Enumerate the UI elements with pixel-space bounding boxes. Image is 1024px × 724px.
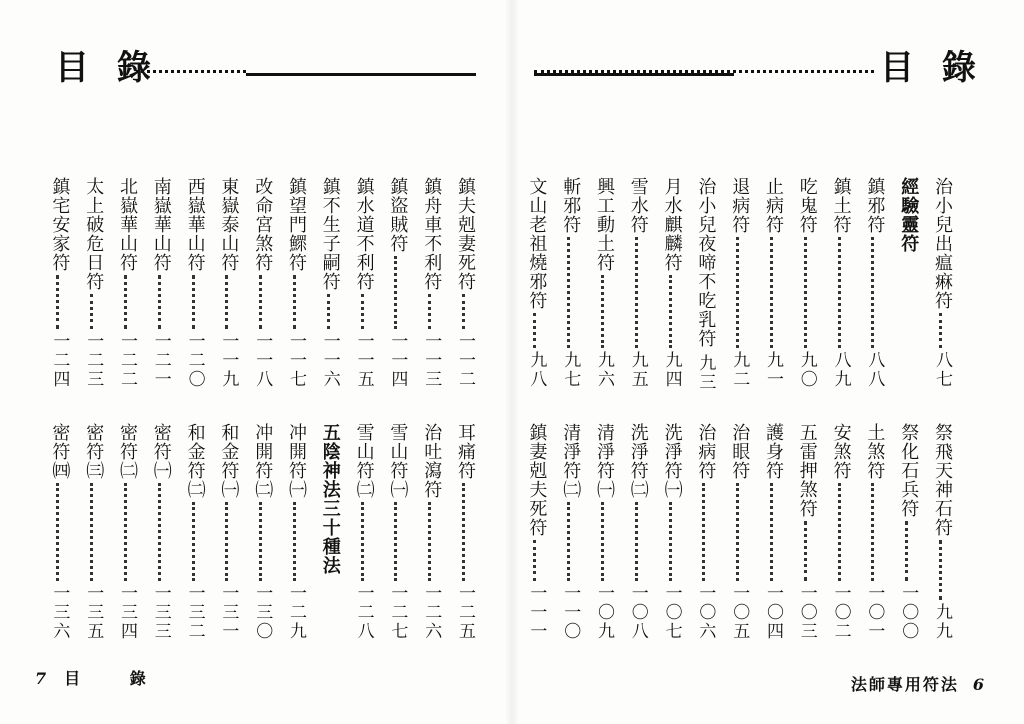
entry-title: 治吐瀉符 — [421, 423, 443, 499]
dot-leader — [293, 275, 299, 329]
entry-page-number: 一三五 — [83, 584, 104, 641]
entry-title: 經驗靈符 — [898, 177, 920, 253]
entry-title: 鎮妻剋夫死符 — [526, 423, 548, 537]
entry-page-number: 一〇六 — [695, 584, 716, 641]
entry-page-number: 一二九 — [286, 584, 306, 641]
dot-leader — [225, 275, 231, 329]
toc-entry — [319, 177, 341, 389]
entry-title: 五陰神法三十種法 — [319, 423, 341, 575]
entry-page-number: 一〇八 — [627, 584, 648, 641]
entry-title: 吃鬼符 — [796, 177, 818, 234]
entry-title: 北嶽華山符 — [117, 177, 138, 272]
entry-page-number: 一一八 — [252, 332, 273, 389]
entry-page-number: 一一四 — [387, 332, 408, 389]
dot-leader — [428, 294, 434, 329]
entry-page-number: 一〇一 — [864, 584, 885, 641]
dot-leader — [635, 502, 641, 581]
toc-entry — [762, 177, 784, 389]
entry-title: 安煞符 — [830, 423, 852, 480]
entry-page-number: 九〇 — [796, 351, 817, 389]
dot-leader — [601, 275, 607, 348]
dot-leader — [90, 483, 96, 581]
toc-entry — [251, 423, 273, 641]
entry-page-number: 一二三 — [83, 332, 104, 389]
dot-leader — [567, 502, 573, 581]
toc-entry — [386, 423, 408, 641]
entry-page-number: 一三〇 — [252, 584, 273, 641]
dot-leader — [601, 502, 607, 581]
entry-page-number: 九三 — [695, 354, 716, 392]
entry-page-number: 一一一 — [526, 584, 547, 641]
toc-entry — [863, 423, 885, 641]
dot-leader — [770, 237, 776, 348]
entry-title: 退病符 — [729, 177, 751, 234]
entry-title: 冲開符㈡ — [252, 423, 274, 499]
entry-title: 耳痛符 — [455, 423, 476, 480]
entry-page-number: 一二四 — [49, 332, 70, 389]
toc-entry — [661, 177, 683, 389]
dot-leader — [702, 483, 708, 581]
entry-page-number: 一〇九 — [594, 584, 614, 641]
toc-entry — [525, 423, 547, 641]
entry-title: 治小兒夜啼不吃乳符 — [695, 177, 717, 348]
entry-title: 密符㈢ — [83, 423, 105, 480]
toc-entry — [82, 423, 104, 641]
toc-entry — [830, 423, 852, 641]
dot-leader — [871, 483, 877, 581]
toc-entry — [627, 423, 649, 641]
entry-title: 雪山符㈠ — [387, 423, 409, 499]
contents-heading: 目 錄 — [55, 48, 159, 88]
toc-entry — [661, 423, 683, 641]
toc-entry — [353, 177, 375, 389]
dot-leader — [939, 313, 945, 348]
toc-entry — [830, 177, 852, 389]
toc-entry — [184, 177, 206, 389]
entry-page-number: 八九 — [830, 351, 851, 389]
heading-rule — [136, 70, 476, 78]
entry-title: 止病符 — [763, 177, 784, 234]
entry-title: 改命宮煞符 — [252, 177, 274, 272]
toc-entry — [897, 177, 919, 389]
entry-page-number: 一二五 — [455, 584, 475, 641]
toc-entry — [217, 423, 239, 641]
toc-entry — [353, 423, 375, 641]
entry-title: 南嶽華山符 — [150, 177, 172, 272]
toc-entry — [559, 423, 581, 641]
toc-entry — [454, 423, 476, 641]
entry-page-number: 一二八 — [353, 584, 374, 641]
toc-entry — [897, 423, 919, 641]
dot-leader — [939, 540, 945, 600]
toc-entry — [796, 177, 818, 389]
entry-page-number: 一二一 — [150, 332, 171, 389]
entry-title: 鎮土符 — [830, 177, 852, 234]
entry-title: 鎮望門鰥符 — [286, 177, 307, 272]
entry-page-number: 一一五 — [353, 332, 374, 389]
entry-title: 洗淨符㈠ — [661, 423, 683, 499]
entry-title: 祭化石兵符 — [898, 423, 920, 518]
toc-entry — [593, 423, 615, 641]
dot-leader — [394, 502, 400, 581]
entry-title: 文山老祖燒邪符 — [526, 177, 548, 310]
toc-entry — [796, 423, 818, 641]
entry-title: 鎮邪符 — [864, 177, 886, 234]
dot-leader — [428, 502, 434, 581]
dot-leader — [90, 294, 96, 329]
entry-page-number: 一二七 — [387, 584, 408, 641]
entry-title: 五雷押煞符 — [796, 423, 818, 518]
toc-entry — [931, 423, 953, 641]
dot-leader — [361, 294, 367, 329]
entry-page-number: 一一九 — [218, 332, 239, 389]
toc-entry — [184, 423, 206, 641]
heading-rule — [534, 70, 874, 78]
entry-title: 治病符 — [695, 423, 717, 480]
footer — [35, 666, 168, 689]
toc-entry — [728, 177, 750, 389]
toc-entry — [386, 177, 408, 389]
entry-title: 治眼符 — [729, 423, 751, 480]
toc-entry — [48, 423, 70, 641]
dot-leader — [225, 502, 231, 581]
entry-page-number: 一二六 — [421, 584, 442, 641]
entry-title: 雪山符㈡ — [353, 423, 375, 499]
toc-entry — [454, 177, 476, 389]
toc-entry — [694, 177, 717, 392]
entry-page-number: 一〇〇 — [898, 584, 919, 641]
toc-entry — [285, 177, 307, 389]
dot-leader — [736, 237, 742, 348]
entry-title: 密符㈠ — [150, 423, 172, 480]
entry-title: 太上破危日符 — [83, 177, 105, 291]
entry-page-number: 一三二 — [184, 584, 205, 641]
dot-leader — [394, 256, 400, 329]
toc-entry — [627, 177, 649, 389]
entry-title: 東嶽泰山符 — [218, 177, 240, 272]
toc-entry — [694, 423, 716, 641]
entry-title: 鎮水道不利符 — [353, 177, 375, 291]
toc-entry — [251, 177, 273, 389]
dot-leader — [804, 521, 810, 581]
entry-page-number: 九二 — [729, 351, 750, 389]
entry-title: 和金符㈠ — [218, 423, 240, 499]
entry-page-number: 一三四 — [117, 584, 137, 641]
entry-page-number: 九九 — [932, 603, 952, 641]
entry-title: 密符㈣ — [49, 423, 71, 480]
dot-leader — [736, 483, 742, 581]
dot-leader — [192, 275, 198, 329]
entry-page-number: 一〇二 — [830, 584, 851, 641]
toc-entry — [728, 423, 750, 641]
entry-page-number: 一二〇 — [184, 332, 205, 389]
dot-leader — [293, 502, 299, 581]
dot-leader — [56, 275, 62, 329]
dot-leader — [259, 502, 265, 581]
entry-page-number: 一〇七 — [661, 584, 682, 641]
entry-page-number: 九八 — [526, 351, 547, 389]
toc-entry — [285, 423, 307, 641]
dot-leader — [158, 483, 164, 581]
entry-title: 冲開符㈠ — [286, 423, 307, 499]
page-number: 7 — [35, 669, 47, 688]
dot-leader — [804, 237, 810, 348]
toc-entry — [593, 177, 615, 389]
dot-leader — [124, 275, 130, 329]
toc-entry — [931, 177, 953, 389]
entry-page-number: 九四 — [661, 351, 682, 389]
entry-title: 治小兒出瘟痳符 — [932, 177, 953, 310]
toc-entry — [863, 177, 885, 389]
toc-entry — [319, 423, 341, 641]
page-number: 6 — [972, 675, 984, 694]
dot-leader — [871, 237, 877, 348]
entry-title: 鎮夫剋妻死符 — [455, 177, 476, 291]
entry-page-number: 九七 — [560, 351, 581, 389]
dot-leader — [838, 237, 844, 348]
entry-title: 鎮舟車不利符 — [421, 177, 443, 291]
toc-entry — [217, 177, 239, 389]
dot-leader — [327, 294, 333, 329]
contents-heading: 目 錄 — [880, 48, 984, 88]
toc-entry — [150, 423, 172, 641]
entry-title: 鎮宅安家符 — [49, 177, 71, 272]
entry-page-number: 一〇三 — [796, 584, 817, 641]
dot-leader — [124, 483, 130, 581]
entry-title: 和金符㈡ — [184, 423, 206, 499]
entry-page-number: 一三三 — [150, 584, 171, 641]
dot-leader — [56, 483, 62, 581]
entry-title: 西嶽華山符 — [184, 177, 206, 272]
entry-page-number: 九一 — [763, 351, 783, 389]
entry-page-number: 一〇四 — [763, 584, 783, 641]
entry-title: 雪水符 — [627, 177, 649, 234]
entry-page-number: 八八 — [864, 351, 885, 389]
entry-page-number: 一一〇 — [560, 584, 581, 641]
dot-leader — [838, 483, 844, 581]
footer-label: 法師專用符法 — [850, 675, 959, 694]
dot-leader — [635, 237, 641, 348]
entry-title: 護身符 — [763, 423, 784, 480]
entry-title: 土煞符 — [864, 423, 886, 480]
toc-entry — [762, 423, 784, 641]
toc-entry — [82, 177, 104, 389]
entry-page-number: 一一六 — [319, 332, 340, 389]
entry-title: 鎮盜賊符 — [387, 177, 409, 253]
dot-leader — [462, 483, 468, 581]
toc-entry — [420, 177, 442, 389]
dot-leader — [567, 237, 573, 348]
entry-page-number: 一〇五 — [729, 584, 750, 641]
dot-leader — [259, 275, 265, 329]
dot-leader — [770, 483, 776, 581]
dot-leader — [533, 540, 539, 581]
dot-leader — [462, 294, 468, 329]
entry-page-number: 一二二 — [117, 332, 137, 389]
footer — [851, 672, 984, 695]
entry-title: 斬邪符 — [560, 177, 582, 234]
toc-entry — [48, 177, 70, 389]
toc-entry — [150, 177, 172, 389]
entry-page-number: 一三一 — [218, 584, 239, 641]
entry-page-number: 一一七 — [286, 332, 306, 389]
entry-title: 鎮不生子嗣符 — [319, 177, 341, 291]
entry-page-number: 九六 — [594, 351, 614, 389]
entry-title: 洗淨符㈡ — [627, 423, 649, 499]
footer-label: 目 錄 — [64, 669, 168, 688]
dot-leader — [669, 502, 675, 581]
entry-page-number: 八七 — [932, 351, 952, 389]
toc-entry — [116, 177, 138, 389]
dot-leader — [669, 275, 675, 348]
entry-page-number: 九五 — [627, 351, 648, 389]
entry-title: 清淨符㈠ — [594, 423, 615, 499]
entry-title: 祭飛天神石符 — [932, 423, 953, 537]
entry-title: 密符㈡ — [117, 423, 138, 480]
toc-entry — [559, 177, 581, 389]
entry-title: 月水麒麟符 — [661, 177, 683, 272]
entry-page-number: 一一二 — [455, 332, 475, 389]
dot-leader — [905, 521, 911, 581]
entry-title: 興工動土符 — [594, 177, 615, 272]
toc-entry — [525, 177, 547, 389]
right-page — [512, 0, 1024, 724]
entry-page-number: 一一三 — [421, 332, 442, 389]
dot-leader — [361, 502, 367, 581]
dot-leader — [192, 502, 198, 581]
toc-entry — [116, 423, 138, 641]
toc-entry — [420, 423, 442, 641]
entry-title: 清淨符㈡ — [560, 423, 582, 499]
dot-leader — [533, 313, 539, 348]
dot-leader — [158, 275, 164, 329]
entry-page-number: 一三六 — [49, 584, 70, 641]
